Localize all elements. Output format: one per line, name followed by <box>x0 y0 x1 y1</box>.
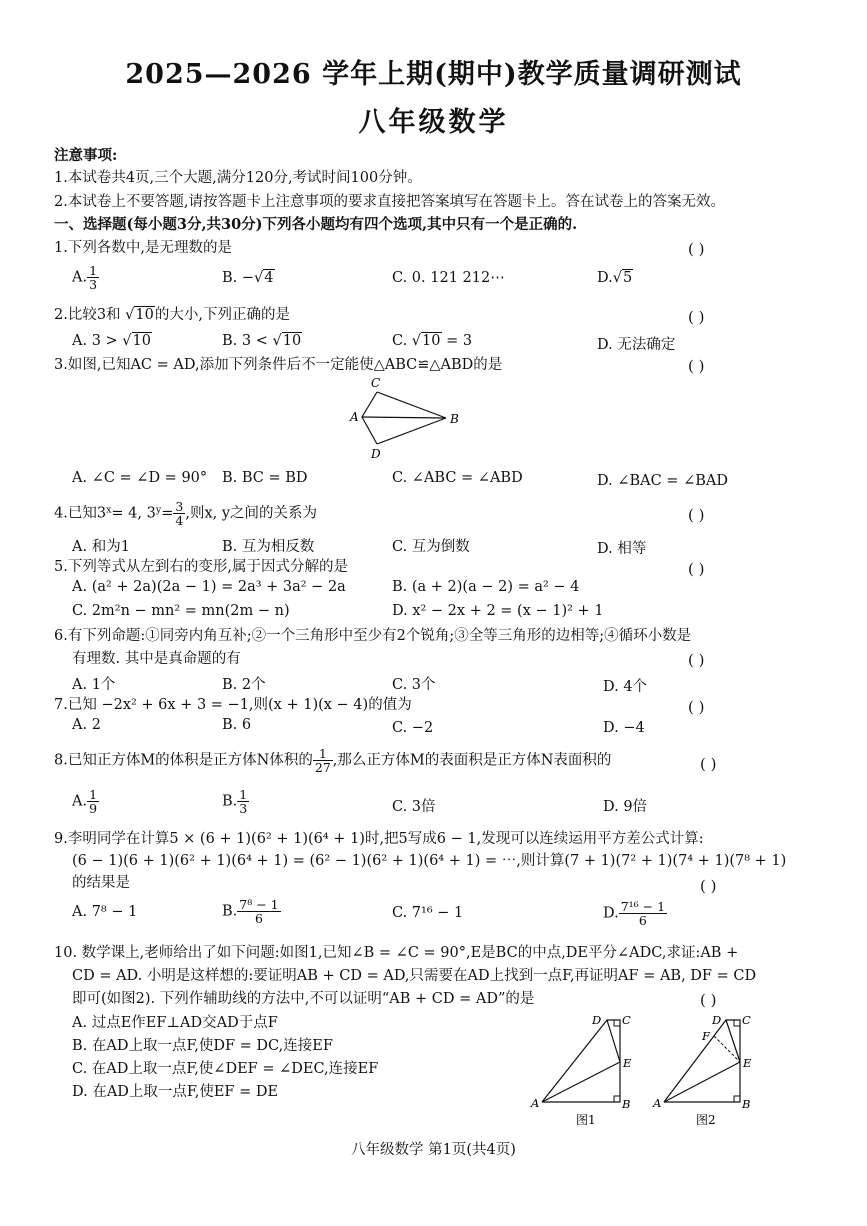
q5-answer-paren: ( ) <box>688 560 705 578</box>
q9-stem-line3: 的结果是 <box>72 875 130 891</box>
q10-fig1-label-b: B <box>622 1097 631 1111</box>
q4-option-b: B. 互为相反数 <box>222 539 315 555</box>
q6-option-b: B. 2个 <box>222 677 266 693</box>
q10-figure-2 <box>652 1012 764 1130</box>
q8-answer-paren: ( ) <box>700 755 717 773</box>
q7-option-d: D. −4 <box>603 720 645 736</box>
q9-stem-line1: 9.李明同学在计算5 × (6 + 1)(6² + 1)(6⁴ + 1)时,把5写成6 − 1,发现可以连续运用平方差公式计算: <box>54 831 704 847</box>
q8-stem: 8.已知正方体M的体积是正方体N体积的 $\frac{1}{27}$ ,那么正方体M的表面积是正方体N表面积的 <box>54 746 612 775</box>
q10-fig2-label-f: F <box>702 1029 710 1043</box>
q10-stem-line2: CD = AD. 小明是这样想的:要证明AB + CD = AD,只需要在AD上找到一点F,再证明AF = AB, DF = CD <box>72 968 757 984</box>
q10-fig1-label-c: C <box>622 1013 631 1027</box>
q10-stem-line3: 即可(如图2). 下列作辅助线的方法中,不可以证明“AB + CD = AD”的是 <box>72 991 535 1007</box>
q7-stem: 7.已知 −2x² + 6x + 3 = −1,则(x + 1)(x − 4)的值为 <box>54 697 412 713</box>
q9-option-c: C. 7¹⁶ − 1 <box>392 905 464 921</box>
q8-option-d: D. 9倍 <box>603 799 648 815</box>
q9-option-d: D. $\frac{\text{7¹⁶ − 1}}{6}$ <box>603 899 666 928</box>
q8-option-c: C. 3倍 <box>392 799 436 815</box>
q4-option-a: A. 和为1 <box>72 539 130 555</box>
q10-fig2-caption: 图2 <box>696 1113 716 1127</box>
q10-fig1-caption: 图1 <box>576 1113 596 1127</box>
q1-stem: 1.下列各数中,是无理数的是 <box>54 240 232 256</box>
q3-option-a: A. ∠C = ∠D = 90° <box>72 470 208 486</box>
q6-stem-line2: 有理数. 其中是真命题的有 <box>72 651 241 667</box>
exam-subtitle: 八年级数学 <box>358 107 509 138</box>
notice-item-2: 2.本试卷上不要答题,请按答题卡上注意事项的要求直接把答案填写在答题卡上。答在试卷上的答案无效。 <box>54 194 725 210</box>
q7-answer-paren: ( ) <box>688 698 705 716</box>
q2-option-a: A. 3 > √10 <box>72 333 151 349</box>
q4-option-c: C. 互为倒数 <box>392 539 470 555</box>
q3-label-b: B <box>450 412 459 426</box>
q8-option-b: B. $\frac{1}{3}$ <box>222 787 248 816</box>
q2-answer-paren: ( ) <box>688 308 705 326</box>
notice-item-1: 1.本试卷共4页,三个大题,满分120分,考试时间100分钟。 <box>54 170 422 186</box>
q1-option-b: B. −√4 <box>222 270 274 286</box>
notice-heading: 注意事项: <box>54 147 118 164</box>
q10-fig2-label-e: E <box>743 1056 752 1070</box>
q1-option-c: C. 0. 121 212⋯ <box>392 270 505 286</box>
q10-fig1-label-e: E <box>623 1056 632 1070</box>
q2-option-b: B. 3 < √10 <box>222 333 302 349</box>
q9-option-b: B. $\frac{\text{7⁸ − 1}}{6}$ <box>222 897 279 926</box>
q6-option-d: D. 4个 <box>603 679 648 695</box>
q7-option-b: B. 6 <box>222 717 252 733</box>
q3-figure <box>340 372 470 462</box>
q3-answer-paren: ( ) <box>688 357 705 375</box>
q5-stem: 5.下列等式从左到右的变形,属于因式分解的是 <box>54 559 348 575</box>
q5-option-c: C. 2m²n − mn² = mn(2m − n) <box>72 603 290 619</box>
q1-answer-paren: ( ) <box>688 240 705 258</box>
q9-stem-line2: (6 − 1)(6 + 1)(6² + 1)(6⁴ + 1) = (6² − 1)(6² + 1)(6⁴ + 1) = ⋯,则计算(7 + 1)(7² + 1)(7⁴ + 1)(7⁸ + 1) <box>72 853 787 869</box>
q3-label-a: A <box>350 410 359 424</box>
q1-option-a: A. $\frac{1}{3}$ <box>72 263 98 292</box>
q10-option-d: D. 在AD上取一点F,使EF = DE <box>72 1084 279 1100</box>
q8-option-a: A. $\frac{1}{9}$ <box>72 787 98 816</box>
section-heading: 一、选择题(每小题3分,共30分)下列各小题均有四个选项,其中只有一个是正确的. <box>54 216 578 233</box>
q4-answer-paren: ( ) <box>688 506 705 524</box>
q10-stem-line1: 10. 数学课上,老师给出了如下问题:如图1,已知∠B = ∠C = 90°,E是BC的中点,DE平分∠ADC,求证:AB + <box>54 945 739 961</box>
q2-option-c: C. √10 = 3 <box>392 333 473 349</box>
q10-fig2-label-c: C <box>742 1013 751 1027</box>
exam-title: 2025—2026 学年上期(期中)教学质量调研测试 <box>125 59 742 90</box>
q3-stem: 3.如图,已知AC = AD,添加下列条件后不一定能使△ABC≌△ABD的是 <box>54 357 503 373</box>
q9-answer-paren: ( ) <box>700 877 717 895</box>
q10-fig2-label-a: A <box>653 1096 662 1110</box>
q3-label-d: D <box>371 447 381 461</box>
q3-option-d: D. ∠BAC = ∠BAD <box>597 473 728 489</box>
q3-label-c: C <box>371 376 381 390</box>
q5-option-b: B. (a + 2)(a − 2) = a² − 4 <box>392 579 580 595</box>
q10-figure-1 <box>530 1012 642 1130</box>
q10-option-b: B. 在AD上取一点F,使DF = DC,连接EF <box>72 1038 333 1054</box>
q4-stem: 4.已知$3^x= 4$, $3^y=$ $\frac{3}{4}$ ,则x, y之间的关系为 <box>54 499 318 528</box>
page-footer: 八年级数学 第1页(共4页) <box>351 1142 516 1158</box>
q4-option-d: D. 相等 <box>597 541 647 557</box>
q6-stem-line1: 6.有下列命题:①同旁内角互补;②一个三角形中至少有2个锐角;③全等三角形的边相等;④循环小数是 <box>54 628 692 644</box>
q1-option-d: D.√5 <box>597 270 633 286</box>
q6-option-a: A. 1个 <box>72 677 116 693</box>
q9-option-a: A. 7⁸ − 1 <box>72 904 138 920</box>
q10-option-a: A. 过点E作EF⊥AD交AD于点F <box>72 1015 278 1031</box>
q5-option-d: D. x² − 2x + 2 = (x − 1)² + 1 <box>392 603 604 619</box>
q6-option-c: C. 3个 <box>392 677 436 693</box>
q6-answer-paren: ( ) <box>688 651 705 669</box>
q10-fig1-label-a: A <box>531 1096 540 1110</box>
q10-option-c: C. 在AD上取一点F,使∠DEF = ∠DEC,连接EF <box>72 1061 379 1077</box>
q10-answer-paren: ( ) <box>700 991 717 1009</box>
q3-option-b: B. BC = BD <box>222 470 308 486</box>
q2-option-d: D. 无法确定 <box>597 337 676 353</box>
q2-stem: 2.比较3和 √10的大小,下列正确的是 <box>54 307 290 323</box>
q10-fig1-label-d: D <box>592 1013 602 1027</box>
q10-fig2-label-d: D <box>712 1013 722 1027</box>
q5-option-a: A. (a² + 2a)(2a − 1) = 2a³ + 3a² − 2a <box>72 579 346 595</box>
q7-option-c: C. −2 <box>392 720 434 736</box>
q10-fig2-label-b: B <box>742 1097 751 1111</box>
q3-option-c: C. ∠ABC = ∠ABD <box>392 470 523 486</box>
q7-option-a: A. 2 <box>72 717 101 733</box>
